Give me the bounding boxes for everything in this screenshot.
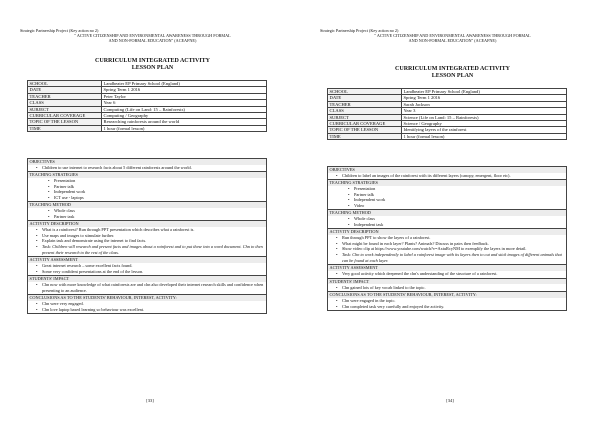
info-label: SUBJECT bbox=[328, 114, 402, 120]
info-label: TIME bbox=[328, 133, 402, 139]
activity-list bbox=[28, 227, 266, 245]
list-item: • Children to use internet to research facts about 5 different rainforests around the world. bbox=[36, 165, 266, 171]
activity-heading: ACTIVITY DESCRIPTION bbox=[28, 220, 266, 227]
info-label: TEACHER bbox=[28, 93, 102, 99]
list-item: • Show video clip at https://www.youtube.com/watch?v=AxtuRcyNM to exemplify the layers in more detail. bbox=[336, 246, 566, 252]
assessment-list bbox=[328, 271, 566, 278]
info-label: CLASS bbox=[328, 108, 402, 114]
document-titles bbox=[320, 66, 585, 81]
list-item: • ICT use - laptops bbox=[48, 195, 266, 201]
info-value: Identifying layers of the rainforest bbox=[402, 127, 567, 133]
strategies-list bbox=[328, 186, 566, 209]
objectives-list bbox=[328, 173, 566, 180]
activity-list bbox=[328, 235, 566, 253]
project-header bbox=[320, 28, 585, 44]
list-item: • Partner talk bbox=[348, 192, 566, 198]
info-value: Sarah Jackson bbox=[402, 101, 567, 107]
list-item: • Chn were very engaged. bbox=[36, 301, 266, 307]
conclusions-heading: CONCLUSIONS AS TO THE STUDENTS' BEHAVIOUR, INTEREST, ACTIVITY: bbox=[328, 291, 566, 298]
info-label: CURRICULAR COVERAGE bbox=[28, 113, 102, 119]
lesson-info-table bbox=[27, 80, 267, 132]
info-value: Landbeater EP Primary School (England) bbox=[102, 81, 267, 87]
info-label: CURRICULAR COVERAGE bbox=[328, 121, 402, 127]
info-row bbox=[328, 133, 567, 139]
info-value: Science (Life on Land: 15 – Rainforests) bbox=[402, 114, 567, 120]
method-list bbox=[28, 208, 266, 220]
header-line-1: Strategic Partnership Project (Key action no 2) bbox=[20, 28, 99, 33]
list-item: • Chn completed task very carefully and enjoyed the activity. bbox=[336, 304, 566, 310]
activity-task: • Task: Children will research and present facts and images about a rainforest and to put these into a word document. Chn to then present their research to the rest of the class. bbox=[36, 244, 266, 255]
list-item: • Independent task bbox=[348, 222, 566, 228]
info-value: 1 hour (formal lesson) bbox=[402, 133, 567, 139]
impact-list bbox=[328, 284, 566, 291]
info-label: TIME bbox=[28, 125, 102, 131]
lesson-info-table bbox=[327, 88, 567, 140]
info-value: Spring Term 1 2016 bbox=[102, 87, 267, 93]
list-item: • Very good activity which deepened the chn's understanding of the structure of a rainforest. bbox=[336, 271, 566, 277]
info-label: TOPIC OF THE LESSON bbox=[328, 127, 402, 133]
list-item: • Video bbox=[348, 203, 566, 209]
method-heading: TEACHING METHOD bbox=[28, 201, 266, 208]
strategies-heading: TEACHING STRATEGIES bbox=[328, 179, 566, 186]
list-item: • Partner talk bbox=[48, 184, 266, 190]
info-value: Computing (Life on Land: 15 – Rainforests) bbox=[102, 106, 267, 112]
lesson-plan-table bbox=[327, 166, 567, 311]
info-value: Landbeater EP Primary School (England) bbox=[402, 89, 567, 95]
document-subtitle: LESSON PLAN bbox=[131, 65, 174, 72]
list-item: • Whole class bbox=[348, 216, 566, 222]
list-item: • Use maps and images to stimulate further. bbox=[36, 233, 266, 239]
conclusions-list bbox=[328, 298, 566, 310]
conclusions-heading: CONCLUSIONS AS TO THE STUDENTS' BEHAVIOUR, INTEREST, ACTIVITY: bbox=[28, 294, 266, 301]
header-line-3: AND NON-FORMAL EDUCATION" (ACEAFNE) bbox=[108, 38, 197, 44]
header-line-3: AND NON-FORMAL EDUCATION" (ACEAFNE) bbox=[408, 38, 497, 44]
assessment-list bbox=[28, 263, 266, 275]
info-value: Researching rainforests around the world bbox=[102, 119, 267, 125]
info-label: CLASS bbox=[28, 100, 102, 106]
list-item: • Chn now with more knowledge of what rainforests are and chn also developed their internet research skills and confidence when presenting to an audience. bbox=[36, 282, 266, 293]
list-item: • Presentation bbox=[348, 186, 566, 192]
list-item: • Presentation bbox=[48, 178, 266, 184]
info-label: SUBJECT bbox=[28, 106, 102, 112]
activity-task-list bbox=[328, 252, 566, 264]
info-label: TOPIC OF THE LESSON bbox=[28, 119, 102, 125]
list-item: • Independent work bbox=[348, 197, 566, 203]
list-item: • What is a rainforest? Run through PPT presentation which describes what a rainforest is. bbox=[36, 227, 266, 233]
objectives-list bbox=[28, 165, 266, 172]
method-heading: TEACHING METHOD bbox=[328, 209, 566, 216]
impact-list bbox=[28, 282, 266, 294]
list-item: • Partner task bbox=[48, 214, 266, 220]
impact-heading: STUDENTS' IMPACT bbox=[28, 275, 266, 282]
impact-heading: STUDENTS' IMPACT bbox=[328, 278, 566, 285]
lesson-plan-table bbox=[27, 158, 267, 314]
info-label: DATE bbox=[28, 87, 102, 93]
info-label: SCHOOL bbox=[328, 89, 402, 95]
assessment-heading: ACTIVITY ASSESSMENT bbox=[328, 264, 566, 271]
list-item: • Some very confident presentations at the end of the lesson. bbox=[36, 269, 266, 275]
header-line-2: " ACTIVE CITIZENSHIP AND ENVIRONMENTAL AWARENESS THROUGH FORMAL bbox=[74, 33, 231, 39]
info-value: Spring Term 1 2016 bbox=[402, 95, 567, 101]
info-label: SCHOOL bbox=[28, 81, 102, 87]
objectives-heading: OBJECTIVES bbox=[28, 159, 266, 165]
info-label: DATE bbox=[328, 95, 402, 101]
method-list bbox=[328, 216, 566, 228]
page-number: [33] bbox=[146, 398, 154, 403]
info-label: TEACHER bbox=[328, 101, 402, 107]
list-item: • Chn were engaged in the topic. bbox=[336, 298, 566, 304]
conclusions-list bbox=[28, 301, 266, 313]
document-titles bbox=[20, 58, 285, 73]
header-line-2: " ACTIVE CITIZENSHIP AND ENVIRONMENTAL AWARENESS THROUGH FORMAL bbox=[374, 33, 531, 39]
objectives-heading: OBJECTIVES bbox=[328, 167, 566, 173]
list-item: • Children to label an images of the rainforest with its different layers (canopy, emergent, floor etc). bbox=[336, 173, 566, 179]
list-item: • Run through PPT to show the layers of a rainforest. bbox=[336, 235, 566, 241]
info-value: Peter Taylor bbox=[102, 93, 267, 99]
info-value: Year 3 bbox=[402, 108, 567, 114]
assessment-heading: ACTIVITY ASSESSMENT bbox=[28, 256, 266, 263]
document-title: CURRICULUM INTEGRATED ACTIVITY bbox=[95, 58, 210, 64]
info-row bbox=[28, 125, 267, 131]
activity-task-list bbox=[28, 244, 266, 256]
list-item: • Explain task and demonstrate using the internet to find facts. bbox=[36, 238, 266, 244]
info-value: Year 6 bbox=[102, 100, 267, 106]
activity-task: • Task: Chn to work independently to label a rainforest image with its layers then to cut and stick images of different animals that can be found at each layer. bbox=[336, 252, 566, 263]
info-value: Computing / Geography bbox=[102, 113, 267, 119]
list-item: • Chn gained lots of key vocab linked to the topic. bbox=[336, 285, 566, 291]
document-title: CURRICULUM INTEGRATED ACTIVITY bbox=[395, 66, 510, 72]
list-item: • Great internet research – some excellent facts found. bbox=[36, 263, 266, 269]
list-item: • What might be found in each layer? Plants? Animals? Discuss in pairs then feedback. bbox=[336, 241, 566, 247]
activity-heading: ACTIVITY DESCRIPTION bbox=[328, 228, 566, 235]
strategies-list bbox=[28, 178, 266, 201]
list-item: • Independent work bbox=[48, 189, 266, 195]
document-subtitle: LESSON PLAN bbox=[431, 73, 474, 80]
page-number: [34] bbox=[446, 398, 454, 403]
list-item: • Whole class bbox=[48, 208, 266, 214]
project-header bbox=[20, 28, 285, 44]
info-value: 1 hour (formal lesson) bbox=[102, 125, 267, 131]
header-line-1: Strategic Partnership Project (Key action no 2) bbox=[320, 28, 399, 33]
list-item: • Chn love laptop based learning so behaviour was excellent. bbox=[36, 307, 266, 313]
right-page bbox=[300, 0, 600, 424]
info-value: Science / Geography bbox=[402, 121, 567, 127]
strategies-heading: TEACHING STRATEGIES bbox=[28, 171, 266, 178]
